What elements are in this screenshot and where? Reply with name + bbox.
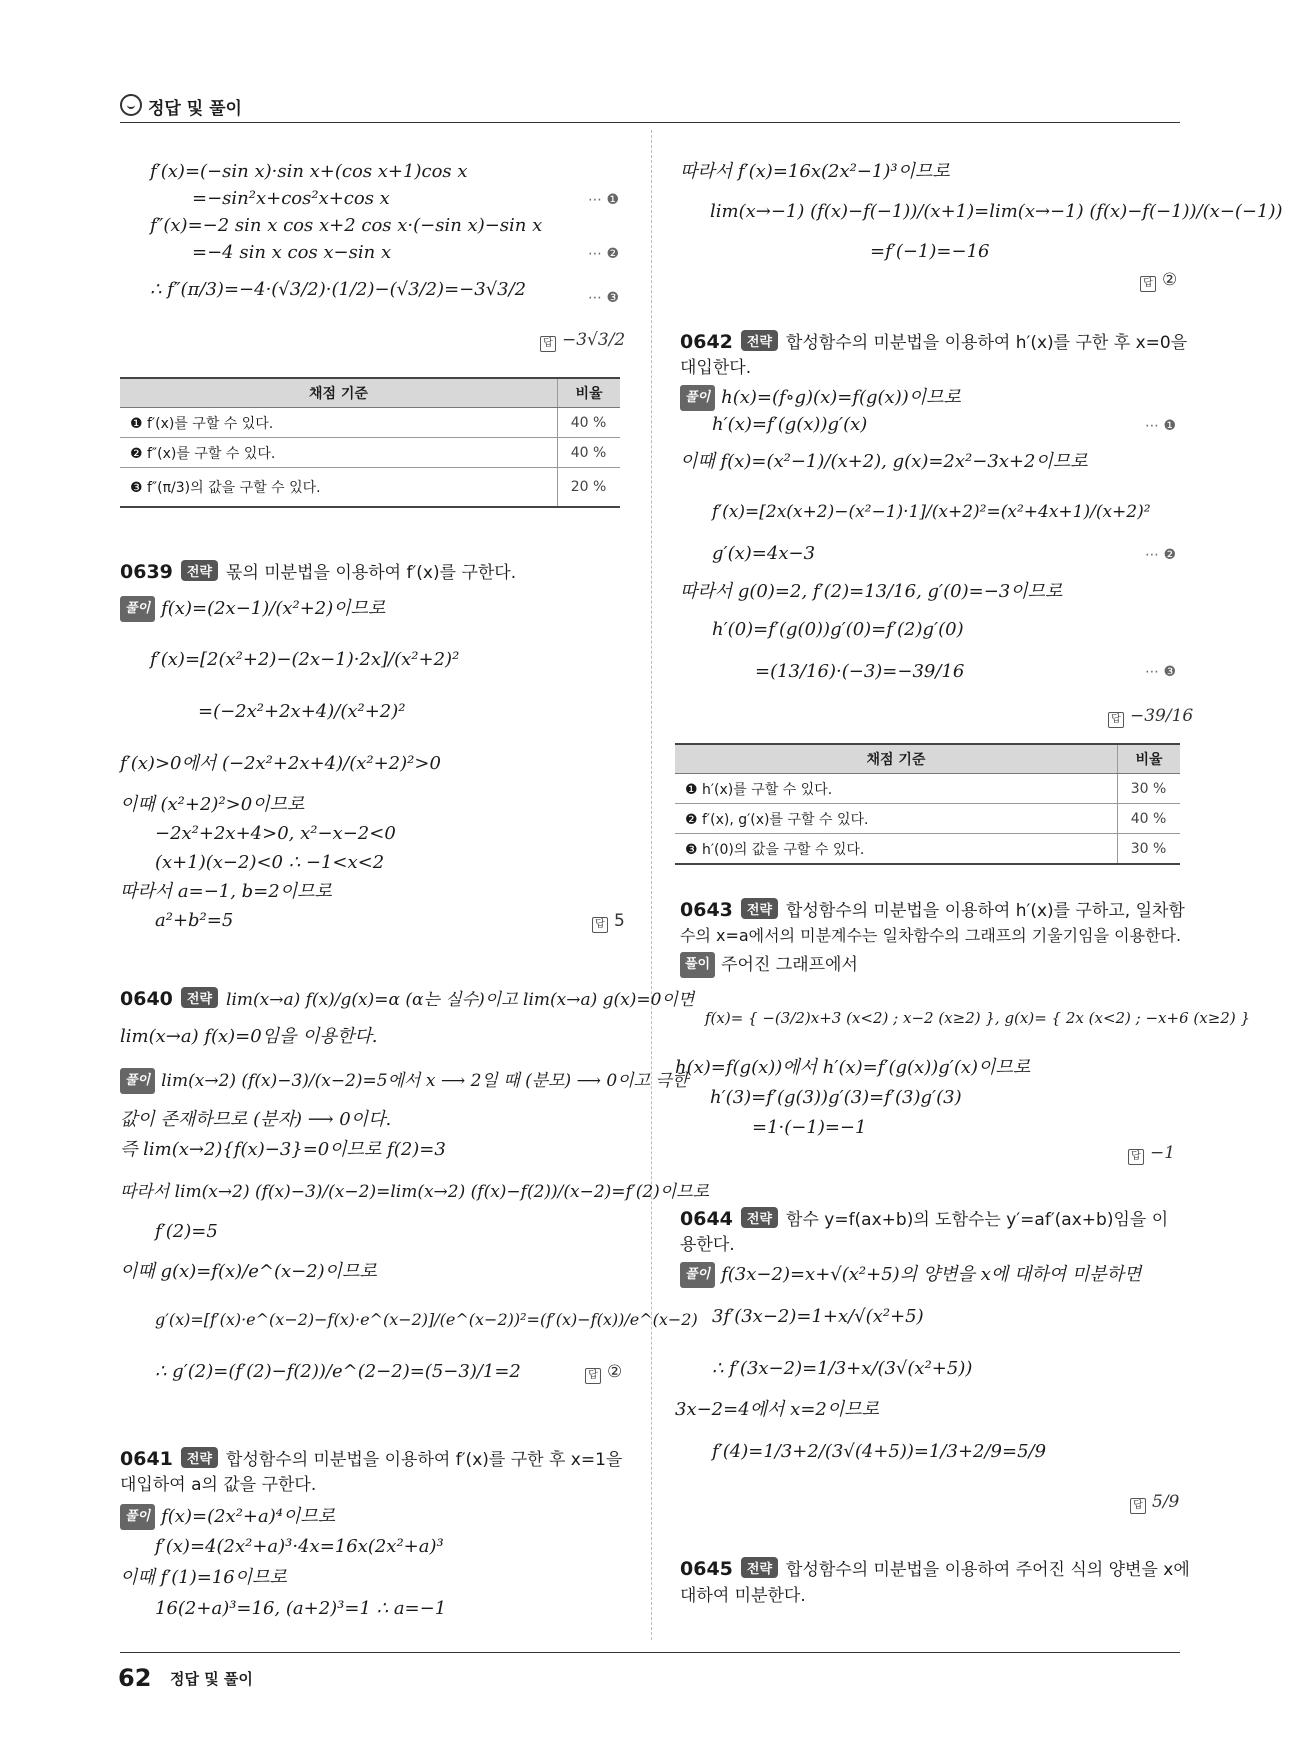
answer-box-icon: 답: [592, 917, 608, 933]
solution-line: =f′(−1)=−16: [870, 241, 990, 262]
solution-badge: 풀이: [120, 1068, 155, 1094]
solution-line: h′(0)=f′(g(0))g′(0)=f′(2)g′(0): [712, 619, 964, 640]
score-criterion: ❶ f′(x)를 구할 수 있다.: [120, 408, 558, 438]
question-0642-header: [680, 328, 1187, 353]
page-header: [120, 92, 1180, 123]
question-number: 0645: [680, 1558, 733, 1580]
question-number: 0639: [120, 561, 173, 583]
answer-box-icon: 답: [1140, 276, 1156, 292]
solution-line: =(−2x²+2x+4)/(x²+2)²: [198, 701, 406, 722]
score-ratio: 30 %: [1118, 774, 1181, 804]
strategy-text: lim(x→a) f(x)/g(x)=α (α는 실수)이고 lim(x→a) g(x)=0이면: [226, 990, 695, 1010]
solution-line: 즉 lim(x→2){f(x)−3}=0이므로 f(2)=3: [120, 1139, 446, 1160]
solution-line: ∴ g′(2)=(f′(2)−f(2))/e^(2−2)=(5−3)/1=2: [155, 1361, 521, 1382]
solution-line: 이때 g(x)=f(x)/e^(x−2)이므로: [120, 1261, 377, 1282]
solution-line: f′(x)=4(2x²+a)³·4x=16x(2x²+a)³: [155, 1536, 444, 1557]
solution-line: f″(x)=−2 sin x cos x+2 cos x·(−sin x)−sin x: [150, 215, 543, 236]
solution-line: (x+1)(x−2)<0 ∴ −1<x<2: [155, 852, 385, 873]
table-row: [675, 774, 1180, 804]
solution-line: 값이 존재하므로 (분자) ⟶ 0이다.: [120, 1109, 392, 1130]
solution-badge: 풀이: [680, 952, 715, 978]
step-marker: ⋯ ❷: [1145, 547, 1177, 563]
page-number: 62: [118, 1664, 152, 1692]
solution-line: 이때 (x²+2)²>0이므로: [120, 794, 305, 815]
score-ratio: 40 %: [1118, 804, 1181, 834]
score-ratio: 20 %: [558, 468, 621, 508]
score-ratio: 40 %: [558, 438, 621, 468]
solution-line: 풀이 주어진 그래프에서: [680, 952, 858, 978]
solution-line: h(x)=f(g(x))에서 h′(x)=f′(g(x))g′(x)이므로: [675, 1057, 1031, 1078]
answer: 답 −3√3/2: [540, 330, 625, 352]
solution-line: 이때 f(x)=(x²−1)/(x+2), g(x)=2x²−3x+2이므로: [680, 451, 1088, 472]
solution-line: ∴ f″(π/3)=−4·(√3/2)·(1/2)−(√3/2)=−3√3/2: [150, 279, 527, 300]
answer: 답 5: [592, 911, 625, 933]
solution-line: =1·(−1)=−1: [752, 1117, 867, 1138]
answer-box-icon: 답: [1108, 712, 1124, 728]
step-marker: ⋯ ❶: [1145, 418, 1177, 434]
strategy-text: 함수 y=f(ax+b)의 도함수는 y′=af′(ax+b)임을 이: [786, 1210, 1169, 1230]
question-number: 0643: [680, 899, 733, 921]
solution-line: 풀이 h(x)=(f∘g)(x)=f(g(x))이므로: [680, 385, 961, 411]
solution-line: lim(x→−1) (f(x)−f(−1))/(x+1)=lim(x→−1) (f(x)−f(−1))/(x−(−1)): [710, 201, 1283, 222]
solution-badge: 풀이: [120, 596, 155, 622]
strategy-text: 수의 x=a에서의 미분계수는 일차함수의 그래프의 기울기임을 이용한다.: [680, 926, 1182, 945]
solution-line: f′(x)=[2x(x+2)−(x²−1)·1]/(x+2)²=(x²+4x+1)/(x+2)²: [712, 502, 1151, 522]
solution-line: −2x²+2x+4>0, x²−x−2<0: [155, 823, 396, 844]
footer-title: 정답 및 풀이: [170, 1670, 253, 1688]
step-marker: ⋯ ❶: [588, 192, 620, 208]
answer-box-icon: 답: [1128, 1149, 1144, 1165]
answer-box-icon: 답: [585, 1368, 601, 1384]
strategy-badge: 전략: [741, 1207, 778, 1228]
step-marker: ⋯ ❸: [588, 290, 620, 306]
question-0643-header: [680, 896, 1185, 921]
score-criterion: ❸ f″(π/3)의 값을 구할 수 있다.: [120, 468, 558, 508]
answer: 답 −39/16: [1108, 706, 1193, 728]
page-footer-rule: [120, 1652, 1180, 1653]
question-0639-header: [120, 558, 516, 583]
question-0645-header: [680, 1555, 1190, 1580]
question-0640-header: [120, 985, 694, 1010]
solution-line: =(13/16)·(−3)=−39/16: [755, 661, 965, 682]
table-row: [120, 408, 620, 438]
question-0641-header: [120, 1445, 622, 1470]
question-number: 0644: [680, 1208, 733, 1230]
question-number: 0640: [120, 988, 173, 1010]
solution-line: 풀이 f(x)=(2x−1)/(x²+2)이므로: [120, 596, 385, 622]
strategy-text: 용한다.: [680, 1235, 735, 1255]
table-row: [675, 834, 1180, 865]
strategy-text: 대하여 미분한다.: [680, 1586, 806, 1606]
answer-box-icon: 답: [1130, 1498, 1146, 1514]
score-criterion: ❷ f″(x)를 구할 수 있다.: [120, 438, 558, 468]
solution-line: =−4 sin x cos x−sin x: [192, 242, 392, 263]
solution-line: 따라서 lim(x→2) (f(x)−3)/(x−2)=lim(x→2) (f(x)−f(2))/(x−2)=f′(2)이므로: [120, 1182, 710, 1202]
score-table-header: 채점 기준: [675, 744, 1118, 774]
score-criterion: ❷ f′(x), g′(x)를 구할 수 있다.: [675, 804, 1118, 834]
solution-line: 풀이 f(3x−2)=x+√(x²+5)의 양변을 x에 대하여 미분하면: [680, 1262, 1141, 1288]
step-marker: ⋯ ❸: [1145, 664, 1177, 680]
solution-line: f′(4)=1/3+2/(3√(4+5))=1/3+2/9=5/9: [712, 1441, 1047, 1462]
solution-line: 3x−2=4에서 x=2이므로: [675, 1399, 880, 1420]
strategy-text: 합성함수의 미분법을 이용하여 주어진 식의 양변을 x에: [786, 1560, 1190, 1580]
question-0644-header: [680, 1205, 1168, 1230]
solution-badge: 풀이: [680, 1262, 715, 1288]
strategy-text: lim(x→a) f(x)=0임을 이용한다.: [120, 1026, 378, 1047]
score-ratio: 30 %: [1118, 834, 1181, 865]
column-divider: [651, 130, 652, 1640]
smiley-logo-icon: [120, 94, 142, 116]
strategy-badge: 전략: [741, 1557, 778, 1578]
score-table-header: 비율: [558, 378, 621, 408]
solution-line: g′(x)=[f′(x)·e^(x−2)−f(x)·e^(x−2)]/(e^(x−2))²=(f′(x)−f(x))/e^(x−2): [155, 1310, 698, 1329]
strategy-text: 대입하여 a의 값을 구한다.: [120, 1475, 317, 1495]
solution-line: a²+b²=5: [155, 910, 234, 931]
solution-line: 따라서 f′(x)=16x(2x²−1)³이므로: [680, 161, 950, 182]
answer: 답 5/9: [1130, 1492, 1179, 1514]
solution-line: f(x)= { −(3/2)x+3 (x<2) ; x−2 (x≥2) }, g(x)= { 2x (x<2) ; −x+6 (x≥2) }: [705, 1009, 1250, 1027]
score-table: [120, 377, 620, 508]
solution-line: 풀이 f(x)=(2x²+a)⁴이므로: [120, 1504, 335, 1530]
strategy-badge: 전략: [181, 1447, 218, 1468]
answer: 답 ②: [1140, 270, 1177, 292]
table-row: [675, 804, 1180, 834]
solution-line: f′(x)=[2(x²+2)−(2x−1)·2x]/(x²+2)²: [150, 649, 460, 670]
strategy-badge: 전략: [181, 560, 218, 581]
answer: 답 ②: [585, 1362, 622, 1384]
table-row: [120, 438, 620, 468]
solution-line: f′(x)>0에서 (−2x²+2x+4)/(x²+2)²>0: [120, 753, 441, 774]
score-ratio: 40 %: [558, 408, 621, 438]
solution-line: 16(2+a)³=16, (a+2)³=1 ∴ a=−1: [155, 1598, 447, 1619]
question-number: 0641: [120, 1448, 173, 1470]
table-row: [120, 468, 620, 508]
strategy-badge: 전략: [741, 898, 778, 919]
solution-line: f′(x)=(−sin x)·sin x+(cos x+1)cos x: [150, 161, 468, 182]
strategy-text: 대입한다.: [680, 358, 752, 378]
strategy-text: 몫의 미분법을 이용하여 f′(x)를 구한다.: [226, 563, 517, 583]
step-marker: ⋯ ❷: [588, 246, 620, 262]
solution-badge: 풀이: [120, 1504, 155, 1530]
question-number: 0642: [680, 331, 733, 353]
strategy-text: 합성함수의 미분법을 이용하여 f′(x)를 구한 후 x=1을: [226, 1450, 623, 1470]
solution-line: 풀이 lim(x→2) (f(x)−3)/(x−2)=5에서 x ⟶ 2일 때 (분모) ⟶ 0이고 극한: [120, 1068, 688, 1094]
strategy-text: 합성함수의 미분법을 이용하여 h′(x)를 구한 후 x=0을: [786, 333, 1188, 353]
answer: 답 −1: [1128, 1143, 1175, 1165]
solution-line: h′(x)=f′(g(x))g′(x): [712, 414, 868, 435]
solution-line: f′(2)=5: [155, 1221, 218, 1242]
solution-line: 이때 f′(1)=16이므로: [120, 1567, 287, 1588]
header-title: 정답 및 풀이: [148, 99, 242, 119]
solution-line: 3f′(3x−2)=1+x/√(x²+5): [712, 1306, 924, 1327]
solution-line: 따라서 a=−1, b=2이므로: [120, 881, 332, 902]
answer-box-icon: 답: [540, 336, 556, 352]
strategy-text: 합성함수의 미분법을 이용하여 h′(x)를 구하고, 일차함: [786, 901, 1185, 921]
solution-line: 따라서 g(0)=2, f′(2)=13/16, g′(0)=−3이므로: [680, 581, 1063, 602]
score-criterion: ❶ h′(x)를 구할 수 있다.: [675, 774, 1118, 804]
score-criterion: ❸ h′(0)의 값을 구할 수 있다.: [675, 834, 1118, 865]
score-table-header: 채점 기준: [120, 378, 558, 408]
solution-line: g′(x)=4x−3: [712, 543, 816, 564]
solution-line: =−sin²x+cos²x+cos x: [192, 188, 390, 209]
solution-line: ∴ f′(3x−2)=1/3+x/(3√(x²+5)): [712, 1358, 973, 1379]
strategy-badge: 전략: [181, 987, 218, 1008]
score-table: [675, 743, 1180, 865]
score-table-header: 비율: [1118, 744, 1181, 774]
solution-line: h′(3)=f′(g(3))g′(3)=f′(3)g′(3): [710, 1087, 962, 1108]
solution-badge: 풀이: [680, 385, 715, 411]
strategy-badge: 전략: [741, 330, 778, 351]
